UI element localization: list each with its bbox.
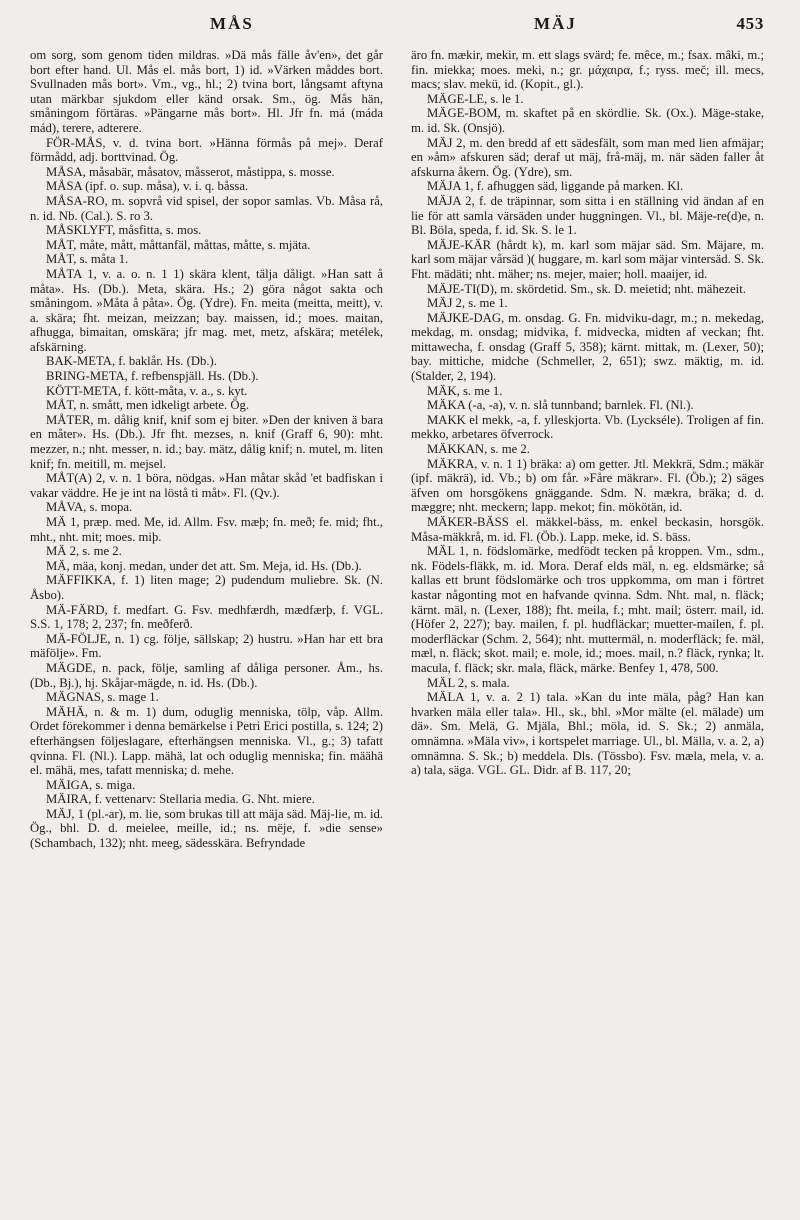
dictionary-entry: MÄGE-LE, s. le 1. (427, 91, 524, 106)
dictionary-entry: MAKK el mekk, -a, f. ylleskjorta. Vb. (Lyckséle). Troligen af fin. mekko, arbetares öfverrock. (411, 412, 764, 442)
dictionary-entry: MÄJ 2, m. den bredd af ett sädesfält, som man med lien afmäjar; en »åm» afskuren säd; deraf ut mäj, frå-mäj, m. när säden faller åt afskurna åkern. Ög. (Ydre), sm. (411, 135, 764, 179)
dictionary-entry: MÅT, måte, mått, måttanfäl, måttas, måtte, s. mjäta. (46, 237, 311, 252)
page-number: 453 (736, 14, 764, 33)
dictionary-entry: MÅSKLYFT, måsfitta, s. mos. (46, 223, 202, 238)
header-left-word: MÅS (210, 14, 254, 33)
dictionary-entry: MÄJ 2, s. me 1. (427, 296, 508, 311)
dictionary-entry: MÄLA 1, v. a. 2 1) tala. »Kan du inte mäla, påg? Han kan hvarken mäla eller tala». Hl., sk., bhl. »Mor mälte (el. mälade) um dä». Sm. Melä, G. Mjäla, Bhl.; möla, id. S. Sk.; 2) anmäla, omnämna. »Mäla viv», i kortspelet marriage. Ul., bl. Mälla, v. a. 2, a) omnämna. S. Sk.; b) meddela. Dls. (Tössbo). Fsv. mæla, mela, v. a. a) tala, säga. VGL. GL. Didr. af B. 117, 20; (411, 690, 764, 778)
dictionary-entry: BAK-META, f. baklår. Hs. (Db.). (46, 354, 217, 369)
dictionary-entry: MÅT(A) 2, v. n. 1 böra, nödgas. »Han måtar skåd 'et badfiskan i vakar väddre. He je int na löstå ti måt». Fl. (Qv.). (30, 471, 383, 500)
dictionary-entry: MÅT, s. måta 1. (46, 252, 129, 267)
dictionary-entry: MÄKKAN, s. me 2. (427, 442, 530, 457)
dictionary-entry: MÄK, s. me 1. (427, 383, 503, 398)
header-right-word: MÄJ (534, 14, 577, 33)
dictionary-entry: MÄ 1, præp. med. Me, id. Allm. Fsv. mæþ; fn. með; fe. mid; fht., mht., nht. mit; moes. miþ. (30, 515, 383, 544)
dictionary-entry: MÅSA-RO, m. sopvrå vid spisel, der sopor samlas. Vb. Måsa rå, n. id. Nb. (Cal.). S. ro 3. (30, 193, 383, 223)
dictionary-entry: MÄKER-BÄSS el. mäkkel-bäss, m. enkel beckasin, horsgök. Måsa-mäkkrå, m. id. Fl. (Öb.). Lapp. meke, id. S. bäss. (411, 515, 764, 544)
dictionary-entry: MÄ 2, s. me 2. (46, 544, 122, 559)
dictionary-entry: äro fn. mækir, mekir, m. ett slags svärd; fe. mêce, m.; fsax. mâki, m.; fin. miekka; moes. meki, n.; gr. μάχαιρα, f.; ryss. meč; ill. mecs, macs; slav. mekü, id. (Kopit., gl.). (411, 48, 764, 92)
running-header (30, 12, 764, 48)
dictionary-entry: MÄL 2, s. mala. (427, 675, 510, 690)
dictionary-entry: FÖR-MÅS, v. d. tvina bort. »Hänna förmås på mej». Deraf förmådd, adj. borttvinad. Ög. (30, 135, 383, 165)
dictionary-entry: om sorg, som genom tiden mildras. »Dä mås fälle åv'en», det går bort efter hand. Ul. Mås el. mås bort, 1) id. »Värken måddes bort. Svullnaden mås bort». Vm., vg., hl.; 2) tvina bort, långsamt aftyna utan märkbar sjukdom eller känd orsak. Sm., ög. Mås hän, småningom förtäras. »Pängarne mås bort». Hl. Jfr fn. má (máda mád), terere, adterere. (30, 48, 383, 135)
dictionary-entry: MÄJ, 1 (pl.-ar), m. lie, som brukas till att mäja säd. Mäj-lie, m. id. Ög., bhl. D. d. meielee, meille, id.; ns. mëje, f. »die sense» (Schambach, 132); nht. meeg, sädesskära. Befryndade (30, 806, 383, 851)
dictionary-entry: MÄ, mäa, konj. medan, under det att. Sm. Meja, id. Hs. (Db.). (46, 558, 362, 573)
dictionary-entry: MÄJE-TI(D), m. skördetid. Sm., sk. D. meietid; nht. mähezeit. (427, 281, 746, 296)
dictionary-entry: MÄKRA, v. n. 1 1) bräka: a) om getter. Jtl. Mekkrä, Sdm.; mäkär (ipf. mäkrä), id. Vb.; b) om får. »Fåre mäkrar». Fl. (Öb.); 2) säges äfven om horsgökens gnäggande. Sdm. N. mækra, bräka; d. d. mæggre; nht. meckern; lapp. mekot; fin. mökötän, id. (411, 456, 764, 515)
dictionary-entry: MÄ-FÄRD, f. medfart. G. Fsv. medhfærdh, mædfærþ, f. VGL. S.S. 1, 178; 2, 237; fn. meðferð. (30, 602, 383, 632)
dictionary-entry: MÄJA 1, f. afhuggen säd, liggande på marken. Kl. (427, 179, 684, 194)
dictionary-entry: KÖTT-META, f. kött-måta, v. a., s. kyt. (46, 383, 248, 398)
dictionary-entry: MÄIGA, s. miga. (46, 777, 136, 792)
dictionary-entry: MÅVA, s. mopa. (46, 500, 133, 515)
dictionary-entry: MÄ-FÖLJE, n. 1) cg. följe, sällskap; 2) hustru. »Han har ett bra mäfölje». Fm. (30, 631, 383, 661)
dictionary-entry: MÄIRA, f. vettenarv: Stellaria media. G. Nht. miere. (46, 792, 315, 807)
dictionary-entry: MÄKA (-a, -a), v. n. slå tunnband; barnlek. Fl. (Nl.). (427, 398, 694, 413)
dictionary-entry: MÄJKE-DAG, m. onsdag. G. Fn. midviku-dagr, m.; n. mekedag, mekdag, m. onsdag; midvika, f. midvecka, midten af veckan; fht. mittawecha, f. onsdag (Graff 5, 358); kärnt. mittak, m. (Lexer, 50); bay. mittiche, midche (Schmeller, 2, 651); swz. mäktig, m. id. (Stalder, 2, 194). (411, 310, 764, 384)
dictionary-entry: MÄFFIKKA, f. 1) liten mage; 2) pudendum muliebre. Sk. (N. Åsbo). (30, 573, 383, 602)
dictionary-entry: MÄJE-KÄR (hårdt k), m. karl som mäjar säd. Sm. Mäjare, m. karl som mäjar vårsäd )( huggare, m. karl som mäjar vintersäd. S. Sk. Fht. mädäti; nht. mäher; ns. mejer, maier; holl. maaijer, id. (411, 237, 764, 281)
dictionary-entry: MÅTER, m. dålig knif, knif som ej biter. »Den der kniven ä bara en måter». Hs. (Db.). Jfr fht. mezses, n. knif (Graff 6, 90): mht. mezzer, n.; nht. messer, n. id.; bay. mätz, dålig knif; n. mutel, m. liten knif; fn. meitill, m. mejsel. (30, 412, 383, 471)
text-columns (30, 48, 764, 851)
dictionary-entry: MÅTA 1, v. a. o. n. 1 1) skära klent, tälja dåligt. »Han satt å måta». Hs. (Db.). Meta, skära. Hs.; 2) göra något sakta och småningom. »Måta å påta». Ög. (Ydre). Fn. meita (meitta, meitt), v. a. skära; fht. meizan, meizzan; bay. maissen, id.; moes. maitan, afhugga, bimaitan, omskära; jfr mag. met, metz, afskära; metélek, afskärning. (30, 266, 383, 354)
dictionary-entry: MÅSA, måsabär, måsatov, måsserot, måstippa, s. mosse. (46, 164, 335, 179)
right-column (411, 48, 764, 851)
dictionary-entry: MÄL 1, n. födslomärke, medfödt tecken på kroppen. Vm., sdm., nk. Födels-fläkk, m. id. Mora. Deraf elds mäl, n. eg. eldsmärke; så kallas ett brunt födslomärke och tros uppkomma, om man i förtret kastar någonting mot en hafvande qvinna. Sdm. Nht. mal, n. fläck; kärnt. mäl, n. (Lexer, 188); fht. meila, f.; mht. mail; österr. mail, id. (Höfer 2, 227); bay. mailen, f. pl. hudfläckar; muetter-mailen, f. pl. moderfläckar (Schm. 2, 564); nht. muttermäl, n. moderfläck; fe. mäl, mæl, n. fläck; skot. mail; e. mole, id.; moes. mail, n.? fläck, rynka; lt. macula, f. fläck; skr. mala, fläck, märke. Benfey 1, 478, 500. (411, 544, 764, 675)
dictionary-entry: MÄGDE, n. pack, följe, samling af dåliga personer. Åm., hs. (Db., Bj.), hj. Skåjar-mägde, n. id. Hs. (Db.). (30, 660, 383, 690)
dictionary-entry: BRING-META, f. refbenspjäll. Hs. (Db.). (46, 369, 259, 384)
dictionary-entry: MÅT, n. smått, men idkeligt arbete. Ög. (46, 398, 250, 413)
dictionary-entry: MÄJA 2, f. de träpinnar, som sitta i en ställning vid ändan af en lie för att samla värsäden under huggningen. Vl., bl. Mäje-re(d)e, n. Bl. Böla, speda, f. id. Sk. S. le 1. (411, 193, 764, 238)
dictionary-entry: MÅSA (ipf. o. sup. måsa), v. i. q. båssa. (46, 179, 249, 194)
dictionary-entry: MÄGE-BOM, m. skaftet på en skördlie. Sk. (Ox.). Mäge-stake, m. id. Sk. (Onsjö). (411, 106, 764, 135)
left-column (30, 48, 383, 851)
dictionary-entry: MÄGNAS, s. mage 1. (46, 690, 159, 705)
dictionary-entry: MÄHÄ, n. & m. 1) dum, oduglig menniska, tölp, våp. Allm. Ordet förekommer i denna bemärkelse i Petri Erici postilla, s. 124; 2) efterhängsen följeslagare, efterhängsen menniska. Vl., g.; 3) tafatt qvinna. Fl. (Nl.). Lapp. mähä, lat och oduglig menniska; fin. määhä el. mähä, mes, tafatt menniska; d. mehe. (30, 704, 383, 778)
